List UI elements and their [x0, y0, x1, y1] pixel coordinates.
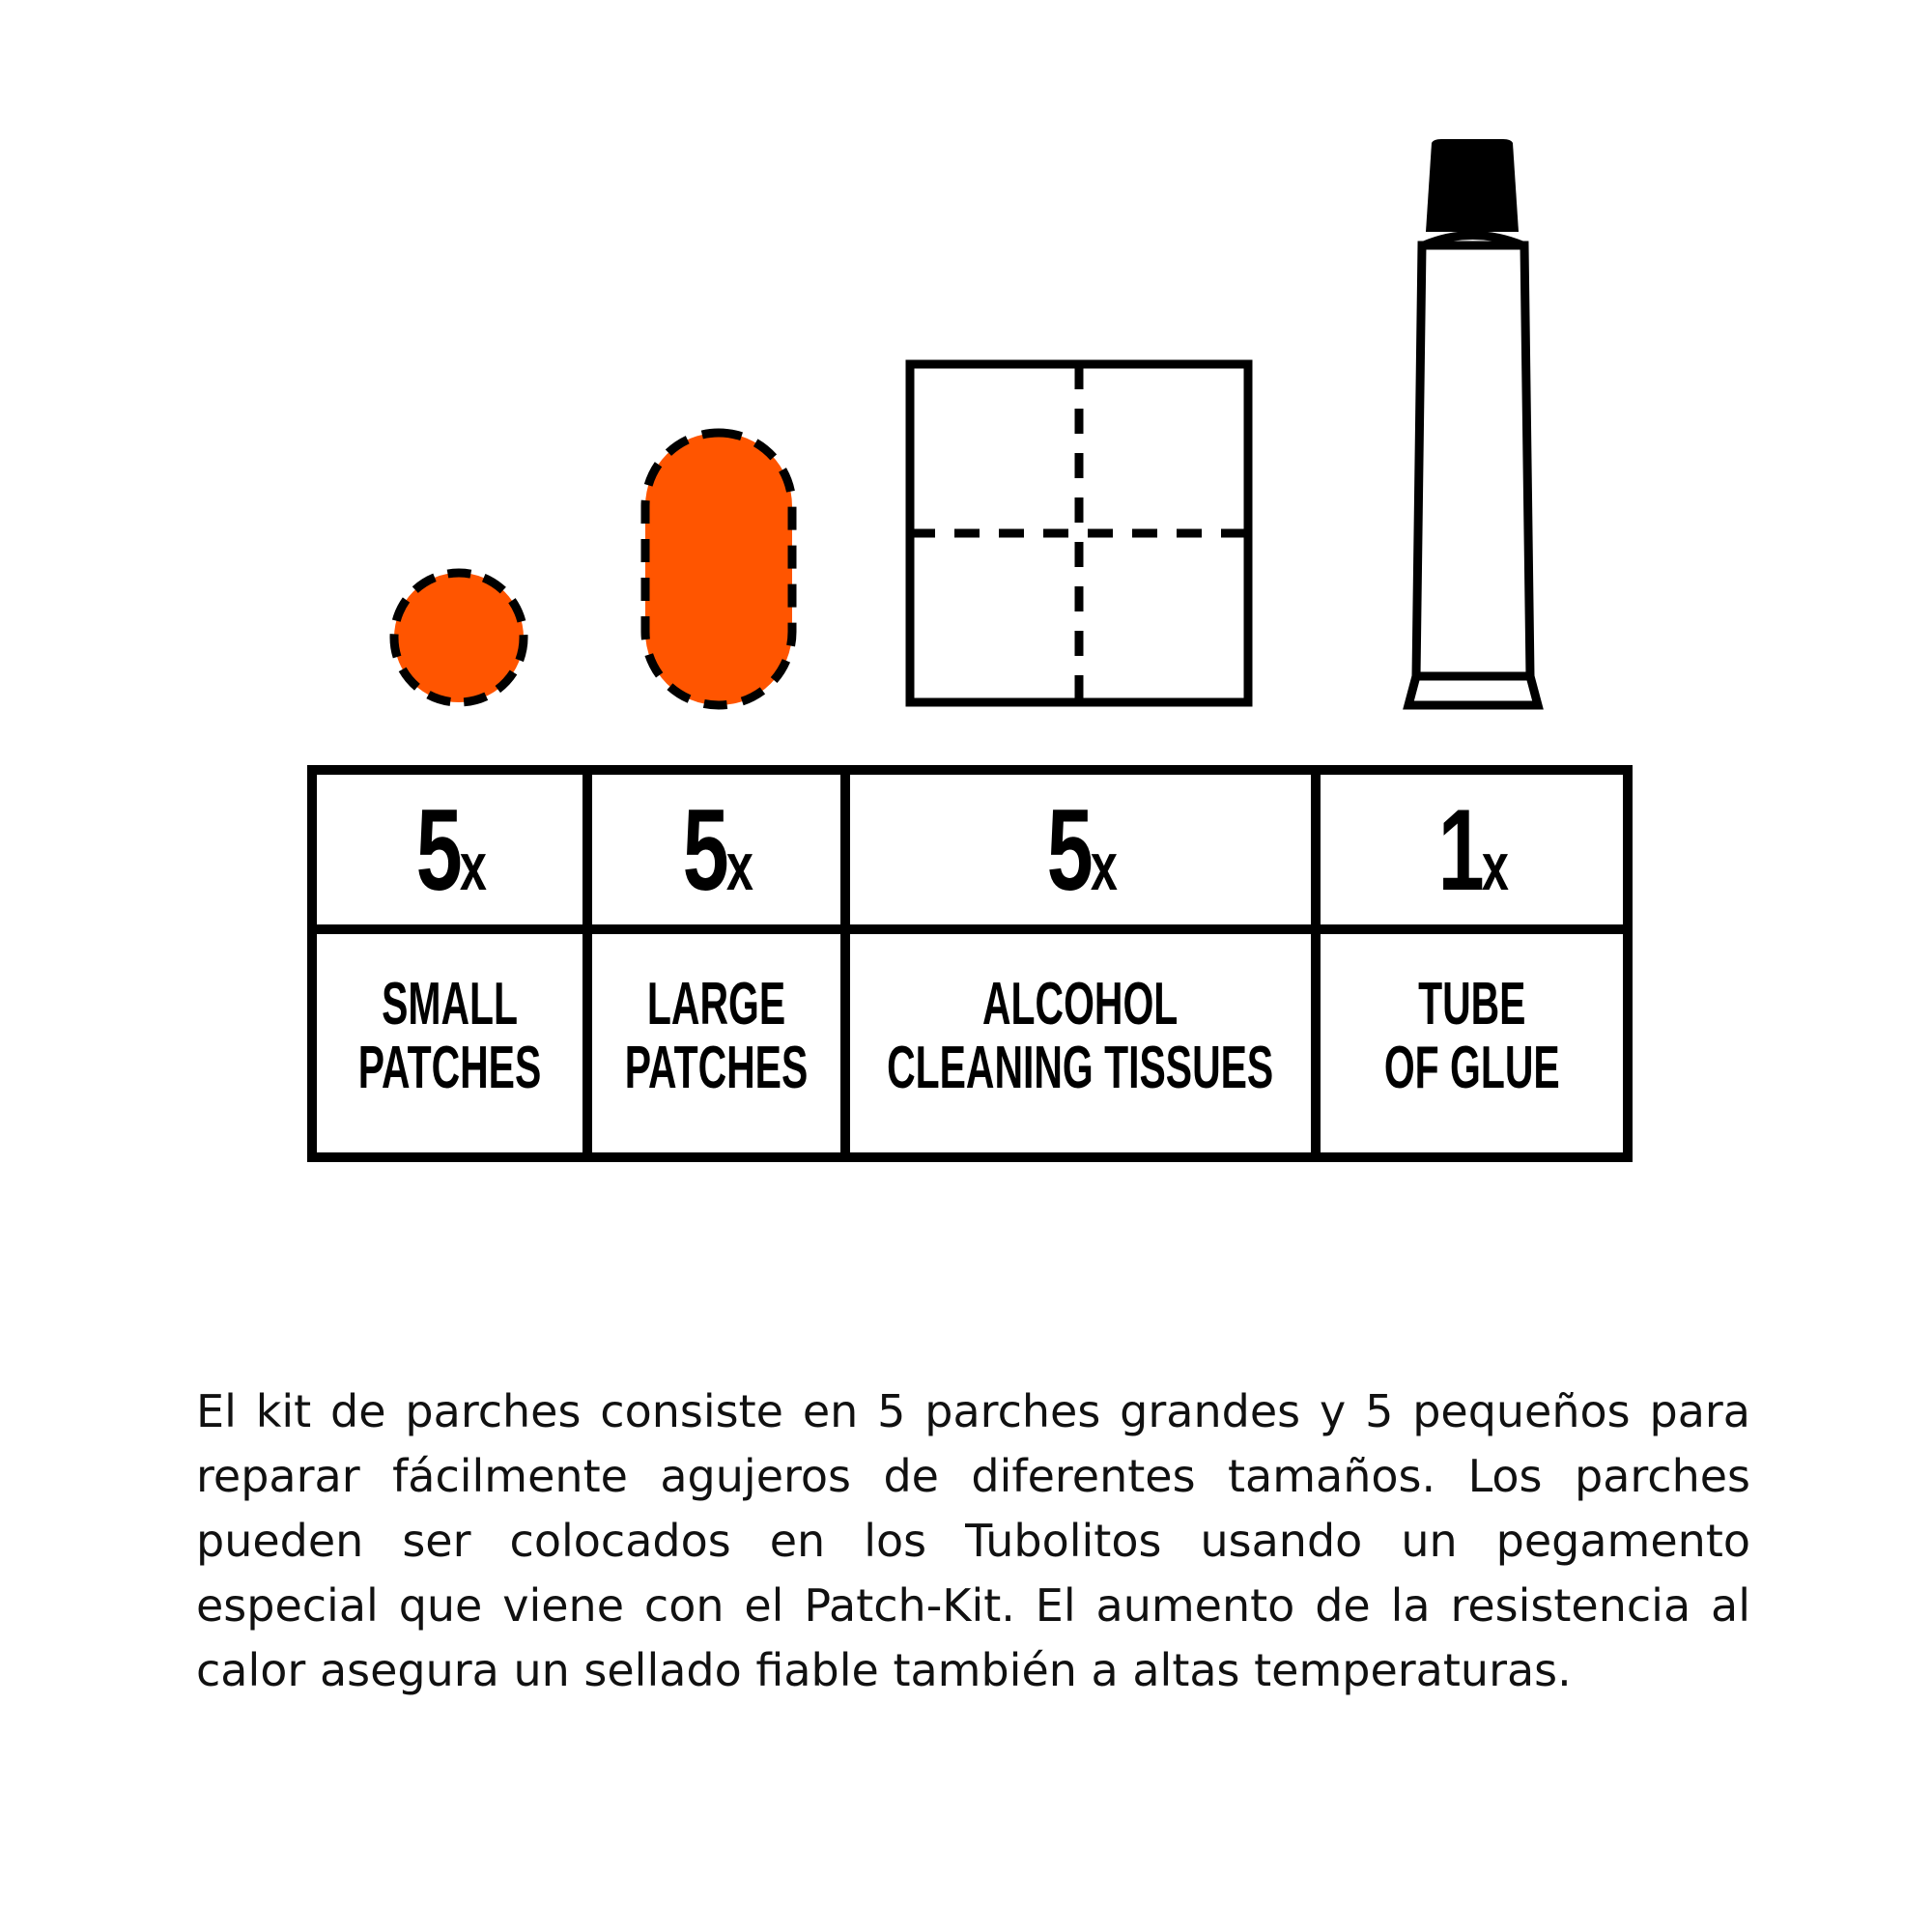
- label-glue-tube: TUBE OF GLUE: [1383, 971, 1560, 1101]
- qty-large-patches: 5x: [592, 775, 850, 934]
- qty-cleaning-tissues: 5x: [850, 775, 1321, 934]
- small-patch-icon: [386, 565, 531, 710]
- kit-contents-table: [307, 765, 1633, 1162]
- glue-tube-icon: [1401, 135, 1546, 715]
- product-description: El kit de parches consiste en 5 parches grandes y 5 pequeños para reparar fácilmente agujeros de diferentes tamaños. Los parches pueden ser colocados en los Tubolitos usando un pegamento especial que viene con el Patch-Kit. El aumento de la resistencia al calor asegura un sellado fiable también a altas temperaturas.: [196, 1385, 1750, 1696]
- large-patch-icon: [638, 425, 802, 715]
- qty-small-patches: 5x: [317, 775, 592, 934]
- label-cleaning-tissues: ALCOHOL CLEANING TISSUES: [850, 934, 1321, 1152]
- label-large-patches: LARGE PATCHES: [592, 934, 850, 1152]
- cleaning-tissue-icon: [898, 353, 1261, 715]
- label-small-patches: SMALL PATCHES: [317, 934, 592, 1152]
- qty-glue-tube: 1x: [1321, 775, 1623, 934]
